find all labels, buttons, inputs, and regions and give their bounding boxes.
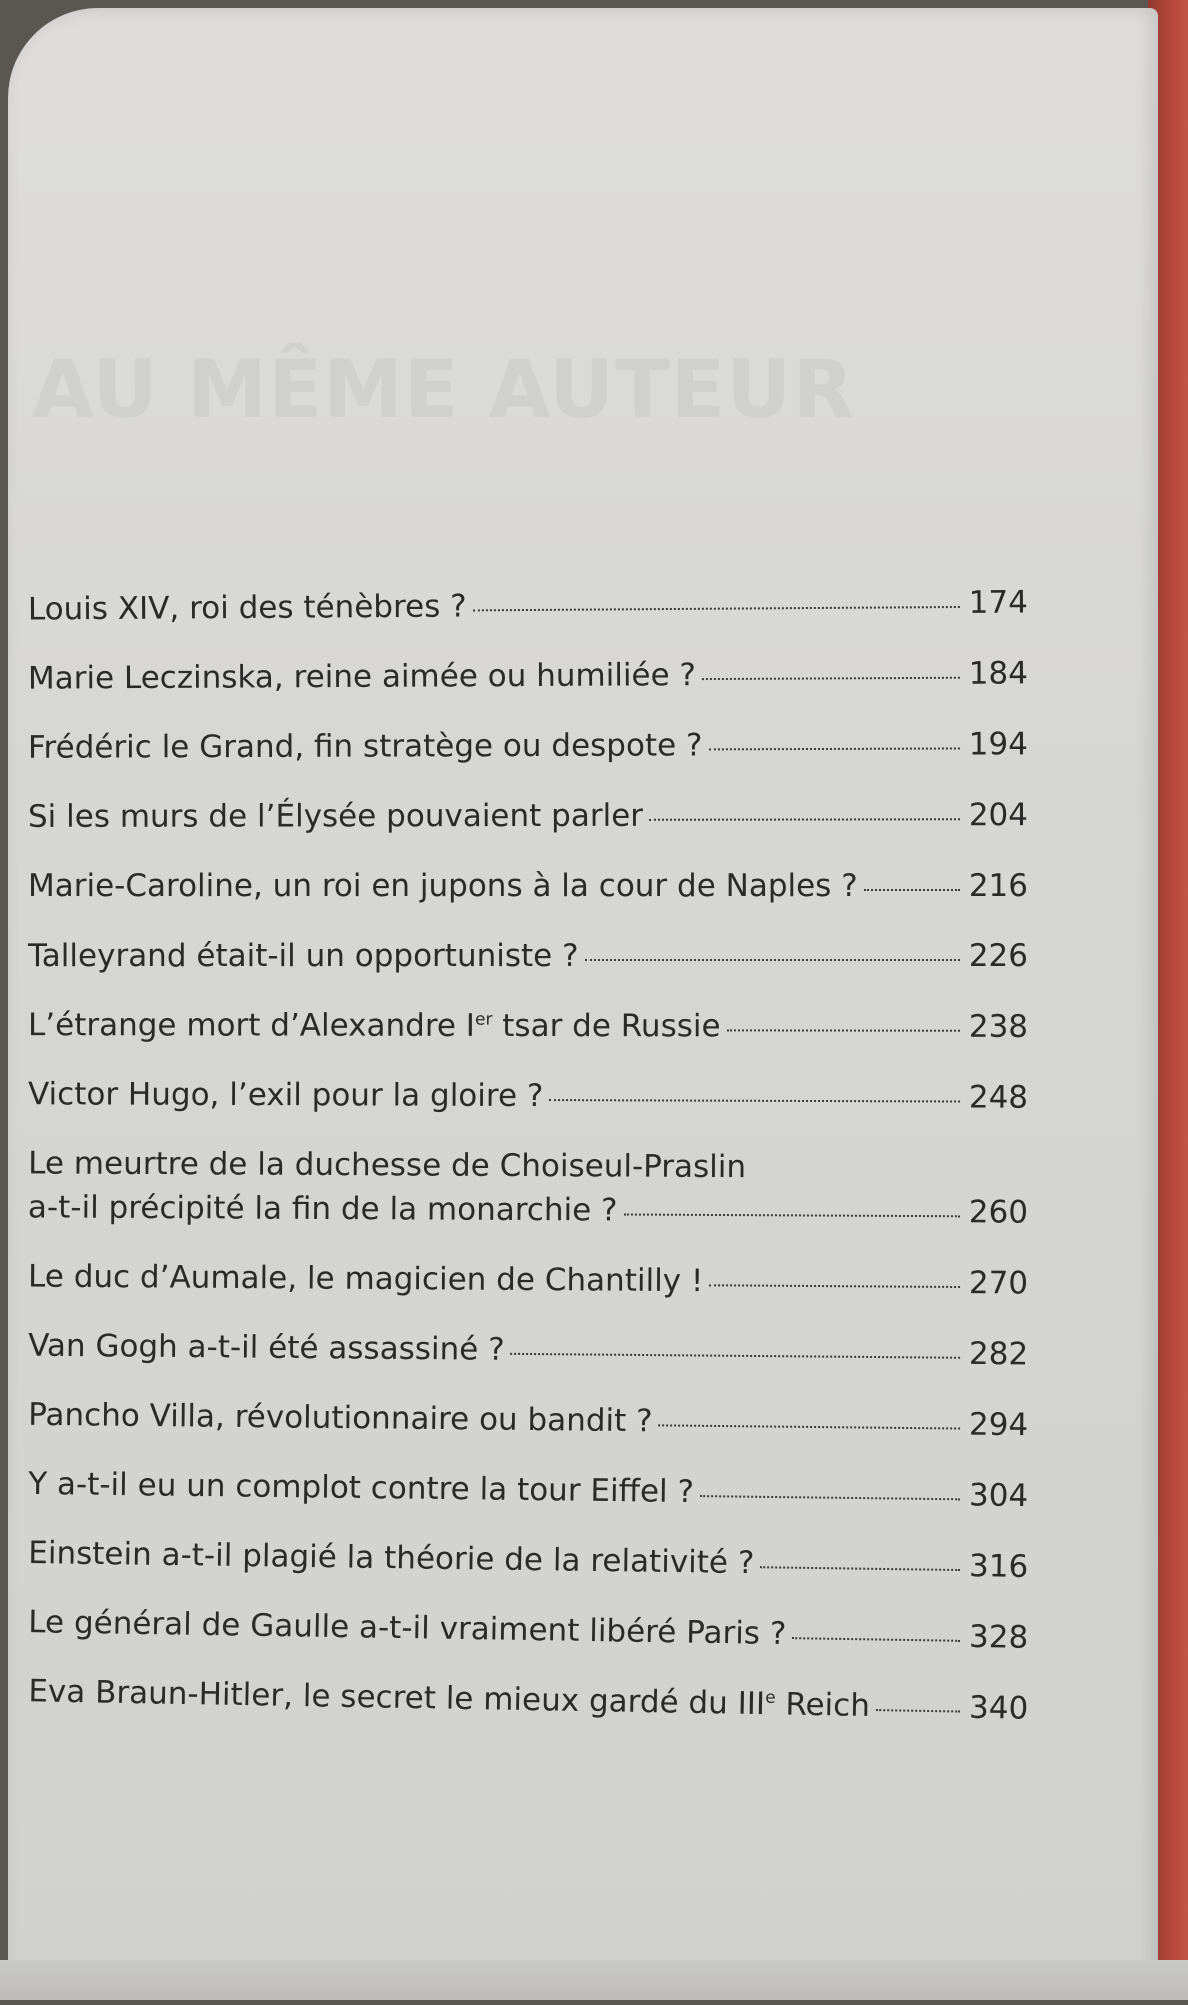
toc-entry: [28, 1145, 1029, 1264]
dot-leader: [792, 1637, 960, 1642]
toc-entry: [28, 868, 1028, 938]
dot-leader: [864, 889, 960, 891]
dot-leader: [585, 959, 960, 961]
show-through-heading: AU MÊME AUTEUR: [32, 343, 855, 436]
toc-entry-title-text: L’étrange mort d’Alexandre I: [27, 1007, 476, 1044]
toc-entry-title: Pancho Villa, révolutionnaire ou bandit ?: [28, 1396, 653, 1440]
toc-entry-title: Einstein a-t-il plagié la théorie de la relativité ?: [28, 1535, 755, 1582]
toc-entry-page: 204: [968, 797, 1029, 834]
ordinal-superscript: e: [764, 1687, 776, 1708]
toc-entry-title: Le duc d’Aumale, le magicien de Chantilly !: [28, 1258, 704, 1300]
toc-entry: [28, 726, 1028, 799]
toc-entry-page: 294: [968, 1406, 1029, 1444]
toc-entry: [28, 1466, 1029, 1548]
dot-leader: [700, 1495, 960, 1500]
toc-entry-page: 316: [968, 1548, 1029, 1585]
toc-entry-page: 248: [968, 1079, 1029, 1116]
toc-entry-title: Louis XIV, roi des ténèbres ?: [27, 588, 467, 628]
toc-entry: [28, 655, 1028, 730]
toc-entry: [28, 1076, 1028, 1149]
dot-leader: [473, 606, 960, 611]
toc-entry-title: Y a-t-il eu un complot contre la tour Eiffel ?: [28, 1465, 695, 1511]
toc-entry-title: Marie Leczinska, reine aimée ou humiliée ?: [27, 657, 697, 697]
toc-entry-title: Talleyrand était-il un opportuniste ?: [28, 938, 579, 974]
dot-leader: [624, 1214, 960, 1218]
toc-entry-title-text: tsar de Russie: [492, 1007, 721, 1045]
toc-entry-page: 174: [968, 584, 1028, 621]
toc-entry: [28, 1397, 1029, 1477]
toc-entry-title-line1: Le meurtre de la duchesse de Choiseul-Praslin: [28, 1145, 747, 1186]
toc-entry-page: 194: [968, 726, 1029, 763]
dot-leader: [876, 1709, 960, 1712]
dot-leader: [649, 818, 960, 821]
book-page: [8, 8, 1158, 2000]
toc-entry-page: 340: [968, 1689, 1029, 1727]
toc-entry-title-text: Reich: [775, 1686, 871, 1724]
toc-entry-title-line2: a-t-il précipité la fin de la monarchie ?: [27, 1189, 618, 1229]
toc-entry: [28, 797, 1028, 869]
toc-entry-page: 226: [968, 938, 1028, 974]
toc-entry-title: Le général de Gaulle a-t-il vraiment libéré Paris ?: [28, 1604, 787, 1653]
toc-entry-title-text: Eva Braun-Hitler, le secret le mieux gardé du III: [28, 1673, 766, 1723]
toc-entry-title: Frédéric le Grand, fin stratège ou despote ?: [27, 727, 703, 766]
toc-entry: [28, 1007, 1028, 1079]
toc-entry-page: 328: [968, 1618, 1029, 1656]
dot-leader: [659, 1424, 961, 1429]
page-bottom-edge: [0, 1960, 1188, 2000]
toc-entry-page: 282: [968, 1335, 1029, 1373]
table-of-contents: [27, 584, 1029, 1752]
toc-entry-page: 304: [968, 1477, 1029, 1515]
dot-leader: [549, 1099, 960, 1102]
dot-leader: [702, 677, 960, 680]
toc-entry-page: 260: [968, 1194, 1029, 1231]
toc-entry-title: [28, 1007, 721, 1044]
toc-entry-title: Van Gogh a-t-il été assassiné ?: [28, 1327, 505, 1368]
dot-leader: [760, 1566, 960, 1571]
ordinal-superscript: er: [474, 1009, 493, 1030]
toc-entry: [28, 1328, 1029, 1407]
toc-entry: [28, 585, 1028, 662]
toc-entry-page: 184: [968, 655, 1028, 692]
dot-leader: [511, 1353, 961, 1359]
toc-entry-page: 238: [968, 1008, 1029, 1045]
toc-entry: [28, 938, 1028, 1008]
toc-entry-title: Si les murs de l’Élysée pouvaient parler: [27, 797, 644, 835]
toc-entry-page: 270: [968, 1265, 1029, 1302]
dot-leader: [708, 747, 959, 750]
toc-entry-title: Victor Hugo, l’exil pour la gloire ?: [27, 1076, 544, 1115]
toc-entry-page: 216: [968, 868, 1028, 904]
dot-leader: [709, 1284, 960, 1288]
dot-leader: [727, 1029, 960, 1031]
toc-entry-title: Marie-Caroline, un roi en jupons à la cour de Naples ?: [28, 868, 858, 904]
toc-entry: [28, 1259, 1028, 1336]
